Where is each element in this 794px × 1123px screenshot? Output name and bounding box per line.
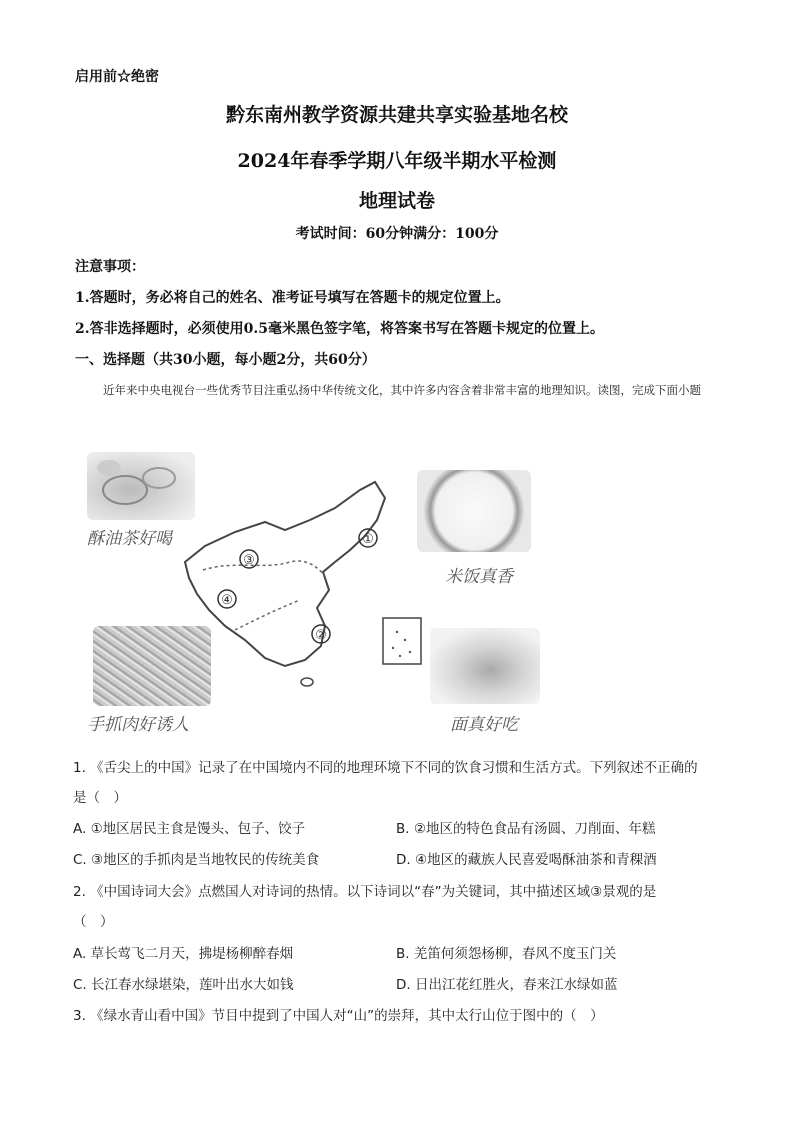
question-2-stem-cont: （ ） [73, 914, 114, 930]
exam-title: 2024年春季学期八年级半期水平检测 [237, 150, 557, 172]
question-1-stem-cont: 是（ ） [73, 790, 127, 806]
south-china-sea-inset [383, 618, 421, 664]
caption-meat: 手抓肉好诱人 [87, 715, 189, 735]
china-food-map-figure [85, 450, 545, 740]
question-1-stem: 1. 《舌尖上的中国》记录了在中国境内不同的地理环境下不同的饮食习惯和生活方式。下列叙述不正确的 [73, 760, 698, 776]
reading-intro: 近年来中央电视台一些优秀节目注重弘扬中华传统文化，其中许多内容含着非常丰富的地理知识。读图，完成下面小题 [103, 383, 701, 397]
notice-item-1: 1.答题时，务必将自己的姓名、准考证号填写在答题卡的规定位置上。 [75, 290, 510, 306]
school-title: 黔东南州教学资源共建共享实验基地名校 [225, 104, 568, 126]
caption-rice: 米饭真香 [445, 567, 513, 587]
question-2-option-d[interactable]: D. 日出江花红胜火，春来江水绿如蓝 [396, 977, 618, 993]
caption-butter-tea: 酥油茶好喝 [87, 529, 172, 549]
marker-2: ② [315, 628, 327, 643]
marker-1: ① [362, 532, 374, 547]
regional-boundary-2 [235, 600, 300, 630]
marker-4: ④ [221, 593, 233, 608]
notice-heading: 注意事项： [75, 259, 145, 275]
question-2-option-b[interactable]: B. 羌笛何须怨杨柳，春风不度玉门关 [396, 946, 617, 962]
hainan-island [301, 678, 313, 686]
question-2-option-c[interactable]: C. 长江春水绿堪染，莲叶出水大如钱 [73, 977, 294, 993]
question-2-option-a[interactable]: A. 草长莺飞二月天，拂堤杨柳醉春烟 [73, 946, 294, 962]
caption-noodles: 面真好吃 [450, 715, 518, 735]
confidential-label: 启用前☆绝密 [75, 69, 159, 85]
question-1-option-c[interactable]: C. ③地区的手抓肉是当地牧民的传统美食 [73, 852, 320, 868]
regional-boundary [203, 561, 325, 576]
china-outline [185, 482, 385, 666]
question-1-option-d[interactable]: D. ④地区的藏族人民喜爱喝酥油茶和青稞酒 [396, 852, 657, 868]
exam-info: 考试时间：60分钟满分：100分 [295, 226, 499, 242]
subject-title: 地理试卷 [358, 190, 435, 212]
question-2-stem: 2. 《中国诗词大会》点燃国人对诗词的热情。以下诗词以“春”为关键词，其中描述区域③景观的是 [73, 884, 657, 900]
notice-item-2: 2.答非选择题时，必须使用0.5毫米黑色签字笔，将答案书写在答题卡规定的位置上。 [75, 321, 604, 337]
question-1-option-b[interactable]: B. ②地区的特色食品有汤圆、刀削面、年糕 [396, 821, 656, 837]
section-heading: 一、选择题（共30小题，每小题2分，共60分） [75, 352, 376, 368]
marker-3: ③ [243, 553, 255, 568]
question-1-option-a[interactable]: A. ①地区居民主食是馒头、包子、饺子 [73, 821, 306, 837]
china-map [85, 450, 545, 740]
question-3-stem: 3. 《绿水青山看中国》节目中提到了中国人对“山”的崇拜，其中太行山位于图中的（ ） [73, 1008, 604, 1024]
